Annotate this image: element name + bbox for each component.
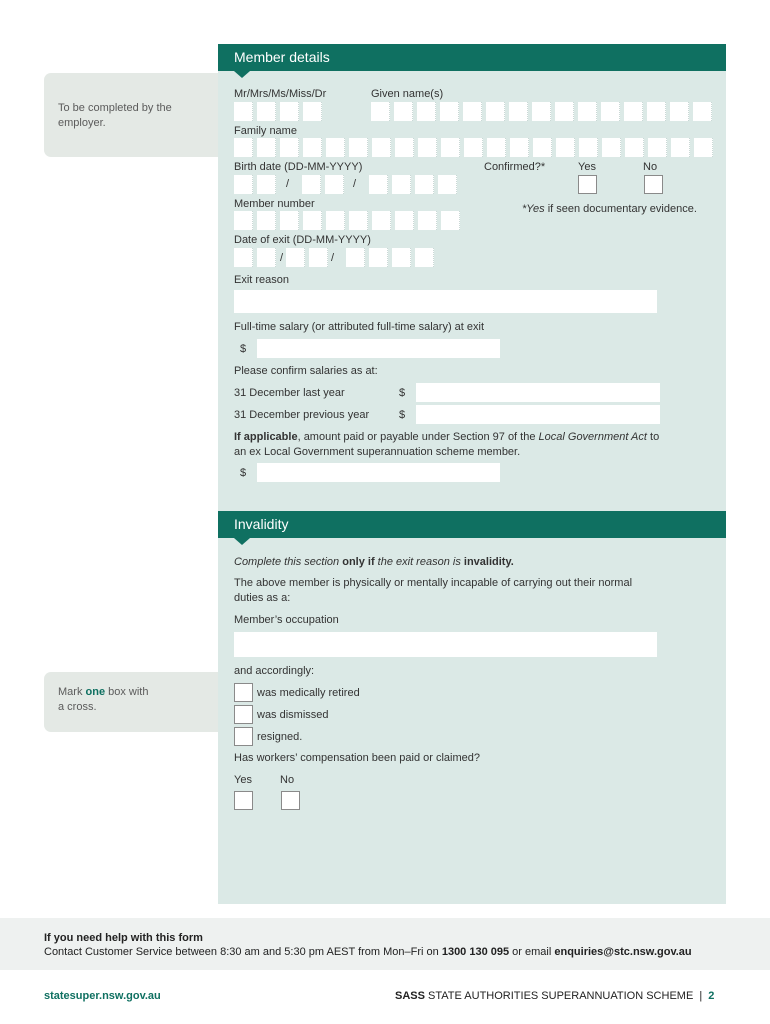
- exit-date-char-box[interactable]: [415, 248, 434, 267]
- family-name-char-box[interactable]: [349, 138, 368, 157]
- family-name-char-box[interactable]: [280, 138, 299, 157]
- family-name-char-box[interactable]: [510, 138, 529, 157]
- help-text: Contact Customer Service between 8:30 am and 5:30 pm AEST from Mon–Fri on 1300 130 095 or email enquiries@stc.nsw.gov.au: [44, 946, 692, 958]
- given-name-char-box[interactable]: [417, 102, 436, 121]
- title-char-box[interactable]: [234, 102, 253, 121]
- given-name-char-box[interactable]: [647, 102, 666, 121]
- member-number-char-box[interactable]: [303, 211, 322, 230]
- family-name-char-box[interactable]: [234, 138, 253, 157]
- family-name-char-box[interactable]: [602, 138, 621, 157]
- birth-date-label: Birth date (DD-MM-YYYY): [234, 161, 363, 173]
- family-name-char-box[interactable]: [556, 138, 575, 157]
- salary-field[interactable]: [257, 339, 500, 358]
- exit-date-char-box[interactable]: [309, 248, 328, 267]
- evidence-note: *Yes if seen documentary evidence.: [522, 203, 697, 215]
- birth-date-char-box[interactable]: [302, 175, 321, 194]
- mark-one-note: Mark one box with a cross.: [44, 672, 219, 732]
- member-number-char-box[interactable]: [441, 211, 460, 230]
- help-box: [0, 918, 770, 970]
- exit-reason-label: Exit reason: [234, 274, 290, 286]
- given-name-char-box[interactable]: [624, 102, 643, 121]
- given-name-char-box[interactable]: [555, 102, 574, 121]
- family-name-char-box[interactable]: [395, 138, 414, 157]
- confirm-salaries-label: Please confirm salaries as at:: [234, 365, 378, 377]
- given-name-char-box[interactable]: [578, 102, 597, 121]
- dec-prev-year-label: 31 December previous year: [234, 409, 370, 421]
- page-number: 2: [708, 990, 715, 1002]
- family-name-char-box[interactable]: [326, 138, 345, 157]
- exit-date-char-box[interactable]: [286, 248, 305, 267]
- exit-date-char-box[interactable]: [346, 248, 365, 267]
- help-email[interactable]: enquiries@stc.nsw.gov.au: [554, 946, 692, 958]
- resigned-label: resigned.: [257, 731, 303, 743]
- family-name-char-box[interactable]: [441, 138, 460, 157]
- family-name-char-box[interactable]: [464, 138, 483, 157]
- accordingly-label: and accordingly:: [234, 665, 315, 677]
- invalidity-header: Invalidity: [218, 511, 726, 538]
- birth-separator-1: /: [286, 178, 290, 190]
- birth-date-char-box[interactable]: [234, 175, 253, 194]
- member-number-char-box[interactable]: [418, 211, 437, 230]
- exit-separator-1: /: [280, 252, 284, 264]
- family-name-char-box[interactable]: [694, 138, 713, 157]
- workers-comp-yes-checkbox[interactable]: [234, 791, 253, 810]
- dec-prev-year-field[interactable]: [416, 405, 660, 424]
- member-number-label: Member number: [234, 198, 315, 210]
- applicable-dollar: $: [240, 467, 247, 479]
- family-name-char-box[interactable]: [625, 138, 644, 157]
- employer-note: To be completed by the employer.: [44, 73, 219, 157]
- birth-date-char-box[interactable]: [369, 175, 388, 194]
- birth-date-char-box[interactable]: [325, 175, 344, 194]
- salary-label: Full-time salary (or attributed full-time salary) at exit: [234, 321, 485, 333]
- title-char-box[interactable]: [280, 102, 299, 121]
- given-name-char-box[interactable]: [601, 102, 620, 121]
- dec-last-year-label: 31 December last year: [234, 387, 345, 399]
- given-name-char-box[interactable]: [371, 102, 390, 121]
- invalidity-desc-line1: The above member is physically or mentally incapable of carrying out their normal: [234, 577, 633, 589]
- family-name-char-box[interactable]: [533, 138, 552, 157]
- confirmed-no-label: No: [643, 161, 658, 173]
- family-name-char-box[interactable]: [579, 138, 598, 157]
- family-name-char-box[interactable]: [418, 138, 437, 157]
- exit-reason-field[interactable]: [234, 290, 657, 313]
- website-link[interactable]: statesuper.nsw.gov.au: [44, 990, 161, 1002]
- confirmed-yes-checkbox[interactable]: [578, 175, 597, 194]
- birth-date-char-box[interactable]: [257, 175, 276, 194]
- workers-comp-yes-label: Yes: [234, 774, 252, 786]
- dec-last-year-dollar: $: [399, 387, 406, 399]
- member-number-char-box[interactable]: [257, 211, 276, 230]
- exit-date-char-box[interactable]: [234, 248, 253, 267]
- exit-date-char-box[interactable]: [392, 248, 411, 267]
- given-name-char-box[interactable]: [509, 102, 528, 121]
- confirmed-label: Confirmed?*: [484, 161, 546, 173]
- title-char-box[interactable]: [303, 102, 322, 121]
- family-name-char-box[interactable]: [257, 138, 276, 157]
- resigned-checkbox[interactable]: [234, 727, 253, 746]
- confirmed-no-checkbox[interactable]: [644, 175, 663, 194]
- dismissed-label: was dismissed: [257, 709, 329, 721]
- confirmed-yes-label: Yes: [578, 161, 596, 173]
- member-number-char-box[interactable]: [234, 211, 253, 230]
- exit-date-char-box[interactable]: [257, 248, 276, 267]
- applicable-text-line2: an ex Local Government superannuation scheme member.: [234, 446, 521, 458]
- birth-date-char-box[interactable]: [415, 175, 434, 194]
- given-name-char-box[interactable]: [440, 102, 459, 121]
- scheme-line: SASS STATE AUTHORITIES SUPERANNUATION SCHEME | 2: [395, 990, 715, 1002]
- help-title: If you need help with this form: [44, 932, 203, 944]
- exit-date-label: Date of exit (DD-MM-YYYY): [234, 234, 371, 246]
- applicable-amount-field[interactable]: [257, 463, 500, 482]
- help-phone: 1300 130 095: [441, 946, 510, 958]
- member-details-header: Member details: [218, 44, 726, 71]
- dismissed-checkbox[interactable]: [234, 705, 253, 724]
- medically-retired-checkbox[interactable]: [234, 683, 253, 702]
- workers-comp-no-label: No: [280, 774, 295, 786]
- birth-separator-2: /: [353, 178, 357, 190]
- member-number-char-box[interactable]: [372, 211, 391, 230]
- member-number-char-box[interactable]: [326, 211, 345, 230]
- salary-dollar: $: [240, 343, 247, 355]
- member-number-char-box[interactable]: [395, 211, 414, 230]
- invalidity-intro: Complete this section only if the exit reason is invalidity.: [234, 556, 514, 568]
- member-number-char-box[interactable]: [349, 211, 368, 230]
- given-name-char-box[interactable]: [394, 102, 413, 121]
- applicable-text: If applicable, amount paid or payable under Section 97 of the Local Government Act to: [234, 431, 660, 443]
- birth-date-char-box[interactable]: [438, 175, 457, 194]
- family-name-label: Family name: [234, 125, 297, 137]
- given-name-char-box[interactable]: [532, 102, 551, 121]
- workers-comp-label: Has workers’ compensation been paid or claimed?: [234, 752, 480, 764]
- exit-date-char-box[interactable]: [369, 248, 388, 267]
- member-number-char-box[interactable]: [280, 211, 299, 230]
- dec-last-year-field[interactable]: [416, 383, 660, 402]
- family-name-char-box[interactable]: [648, 138, 667, 157]
- given-name-char-box[interactable]: [463, 102, 482, 121]
- dec-prev-year-dollar: $: [399, 409, 406, 421]
- given-name-char-box[interactable]: [486, 102, 505, 121]
- brand-name: SASS: [395, 990, 425, 1002]
- family-name-char-box[interactable]: [671, 138, 690, 157]
- workers-comp-no-checkbox[interactable]: [281, 791, 300, 810]
- occupation-field[interactable]: [234, 632, 657, 657]
- given-name-char-box[interactable]: [670, 102, 689, 121]
- given-names-label: Given name(s): [371, 88, 444, 100]
- occupation-label: Member’s occupation: [234, 614, 339, 626]
- medically-retired-label: was medically retired: [257, 687, 360, 699]
- title-char-box[interactable]: [257, 102, 276, 121]
- family-name-char-box[interactable]: [372, 138, 391, 157]
- invalidity-desc-line2: duties as a:: [234, 592, 291, 604]
- family-name-char-box[interactable]: [303, 138, 322, 157]
- family-name-char-box[interactable]: [487, 138, 506, 157]
- given-name-char-box[interactable]: [693, 102, 712, 121]
- birth-date-char-box[interactable]: [392, 175, 411, 194]
- exit-separator-2: /: [331, 252, 335, 264]
- title-label: Mr/Mrs/Ms/Miss/Dr: [234, 88, 327, 100]
